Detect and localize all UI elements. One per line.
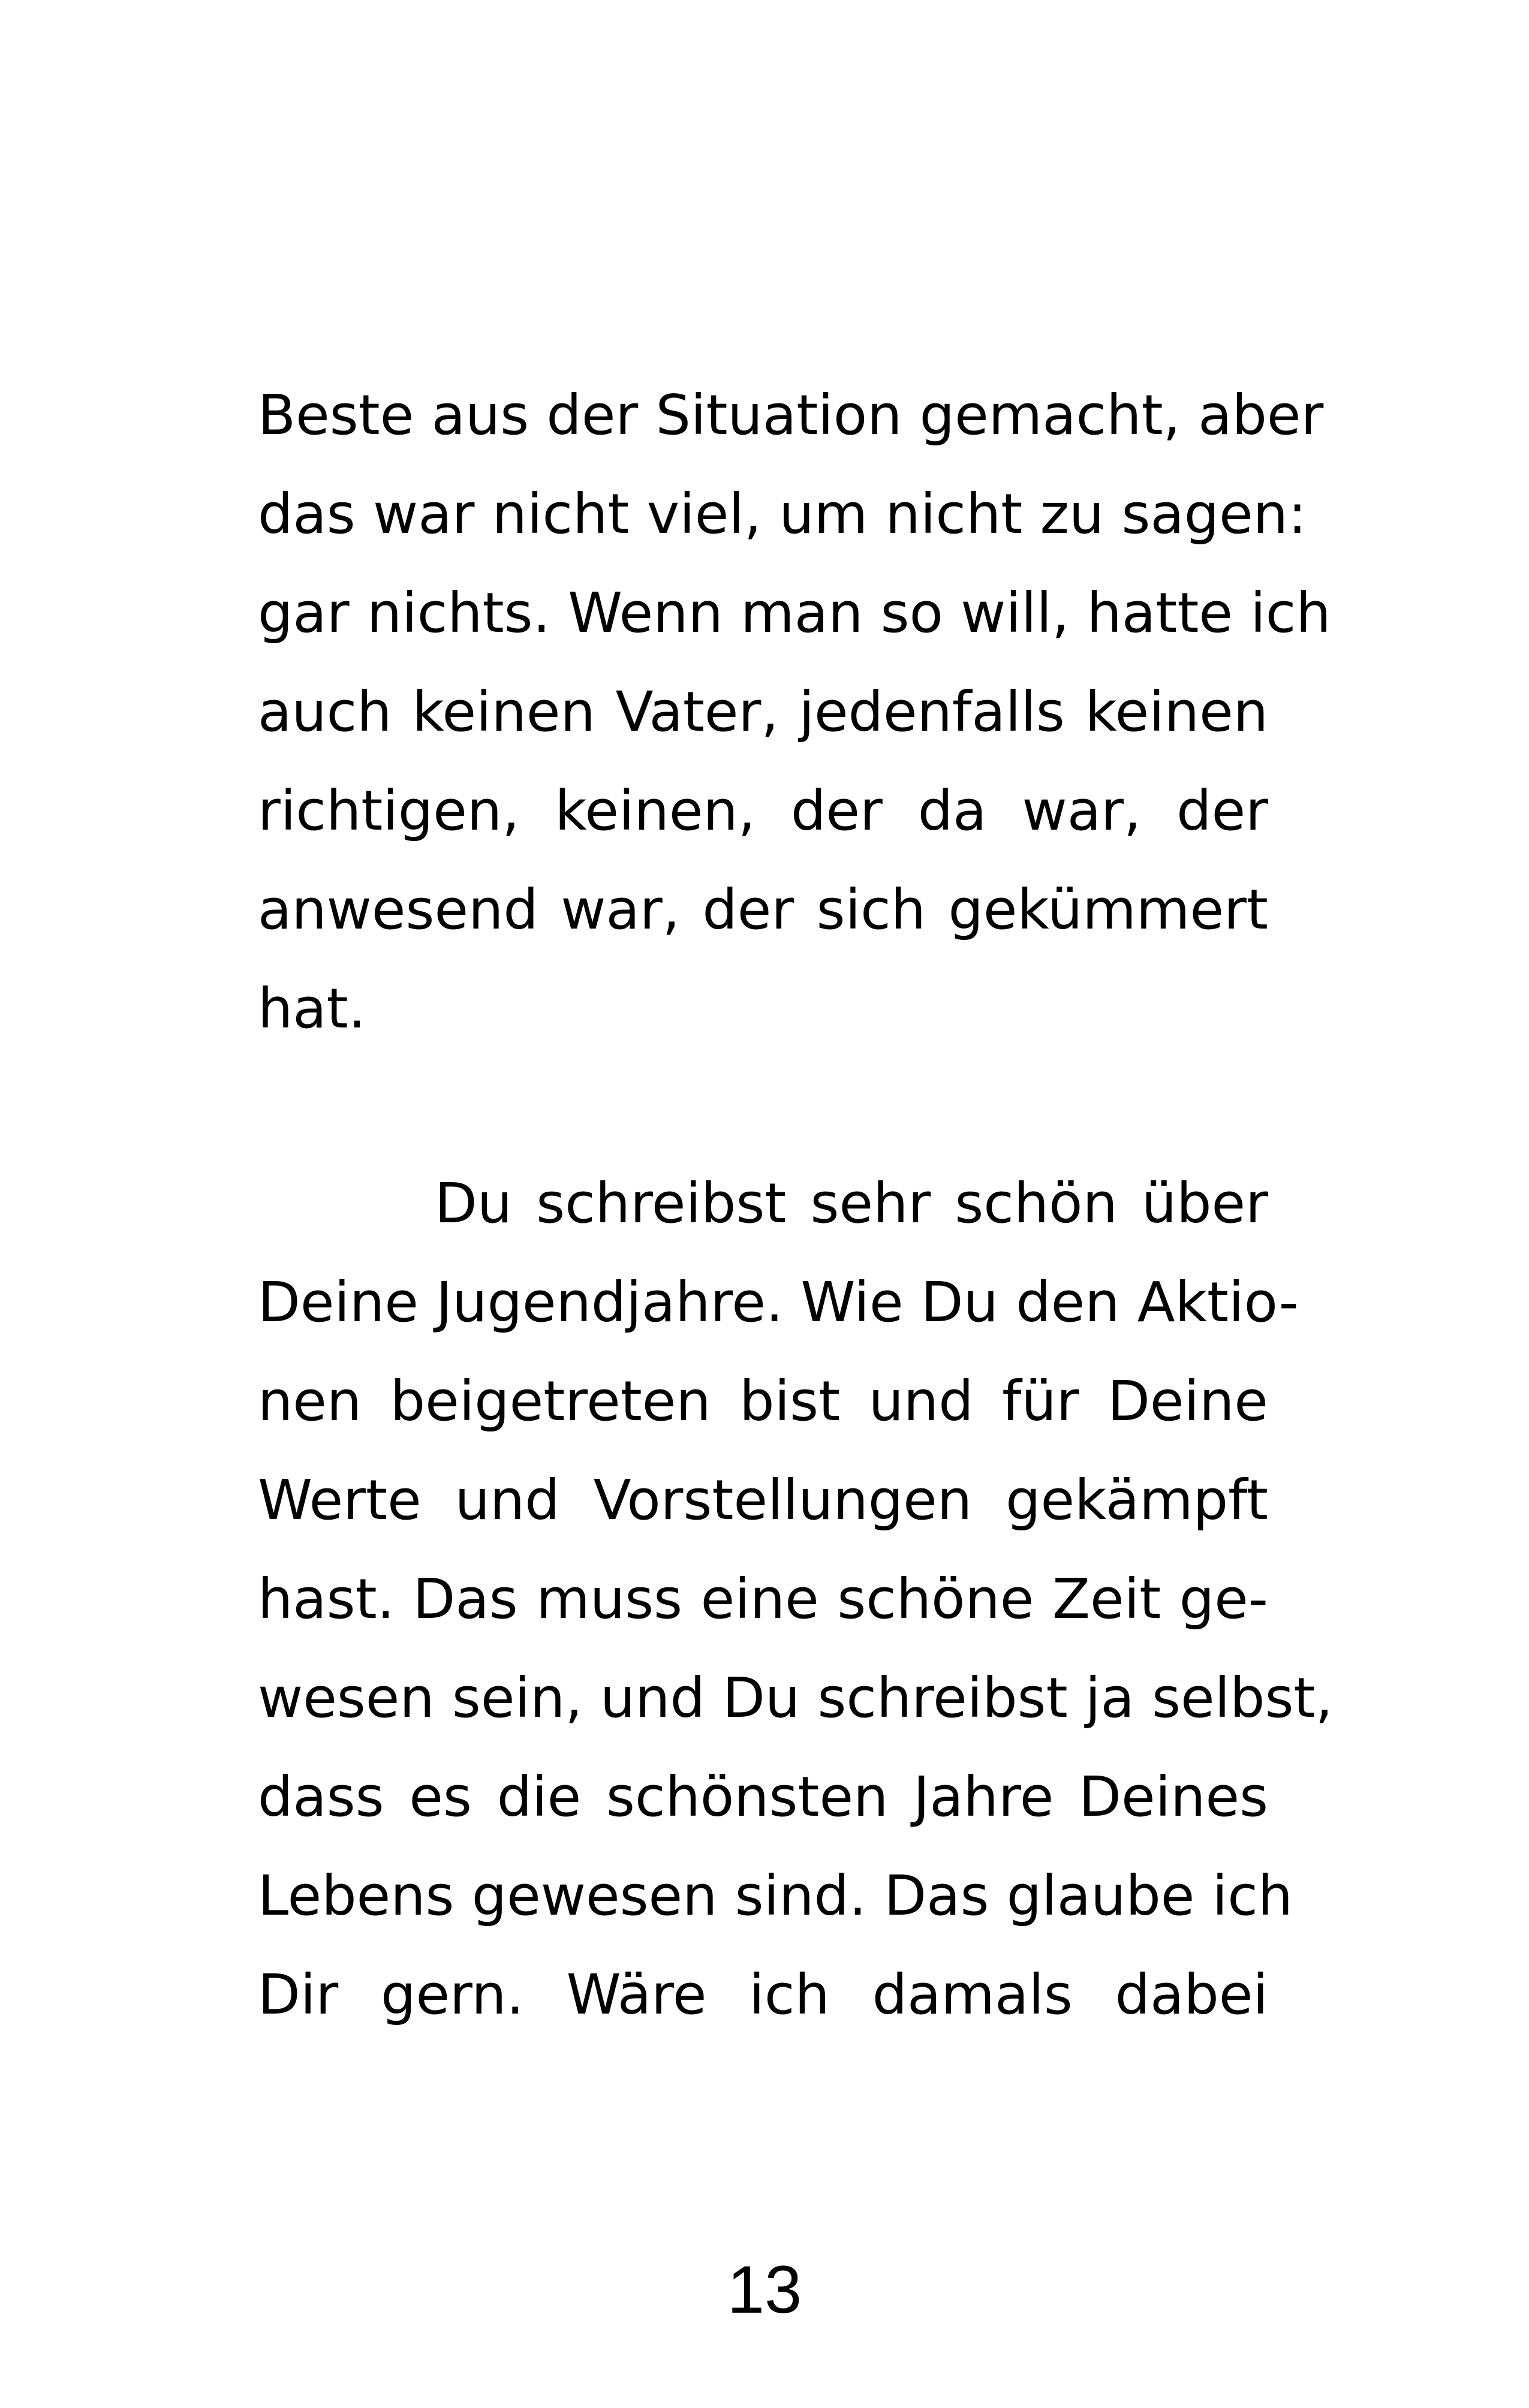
text-line: hat. xyxy=(258,977,366,1041)
body-text xyxy=(258,366,1333,2044)
text-line: hast. Das muss eine schöne Zeit ge- xyxy=(258,1567,1268,1631)
page-number: 13 xyxy=(727,2252,802,2327)
paragraph-2 xyxy=(258,1154,1333,2044)
text-line: das war nicht viel, um nicht zu sagen: xyxy=(258,482,1307,546)
text-line: Dir gern. Wäre ich damals dabei xyxy=(258,1963,1268,2027)
text-line: Beste aus der Situation gemacht, aber xyxy=(258,383,1324,447)
text-line: anwesend war, der sich gekümmert xyxy=(258,878,1268,942)
text-line: dass es die schönsten Jahre Deines xyxy=(258,1765,1268,1829)
paragraph-1 xyxy=(258,366,1331,1058)
text-line: wesen sein, und Du schreibst ja selbst, xyxy=(258,1666,1333,1730)
text-line: Werte und Vorstellungen gekämpft xyxy=(258,1468,1268,1532)
text-line: Lebens gewesen sind. Das glaube ich xyxy=(258,1864,1293,1928)
text-line: Deine Jugendjahre. Wie Du den Aktio- xyxy=(258,1270,1299,1334)
text-line: nen beigetreten bist und für Deine xyxy=(258,1369,1268,1433)
text-line: Du schreibst sehr schön über xyxy=(435,1171,1268,1235)
text-line: richtigen, keinen, der da war, der xyxy=(258,779,1268,843)
text-line: gar nichts. Wenn man so will, hatte ich xyxy=(258,581,1331,645)
text-line: auch keinen Vater, jedenfalls keinen xyxy=(258,680,1268,744)
paragraph-gap xyxy=(258,1058,1268,1154)
